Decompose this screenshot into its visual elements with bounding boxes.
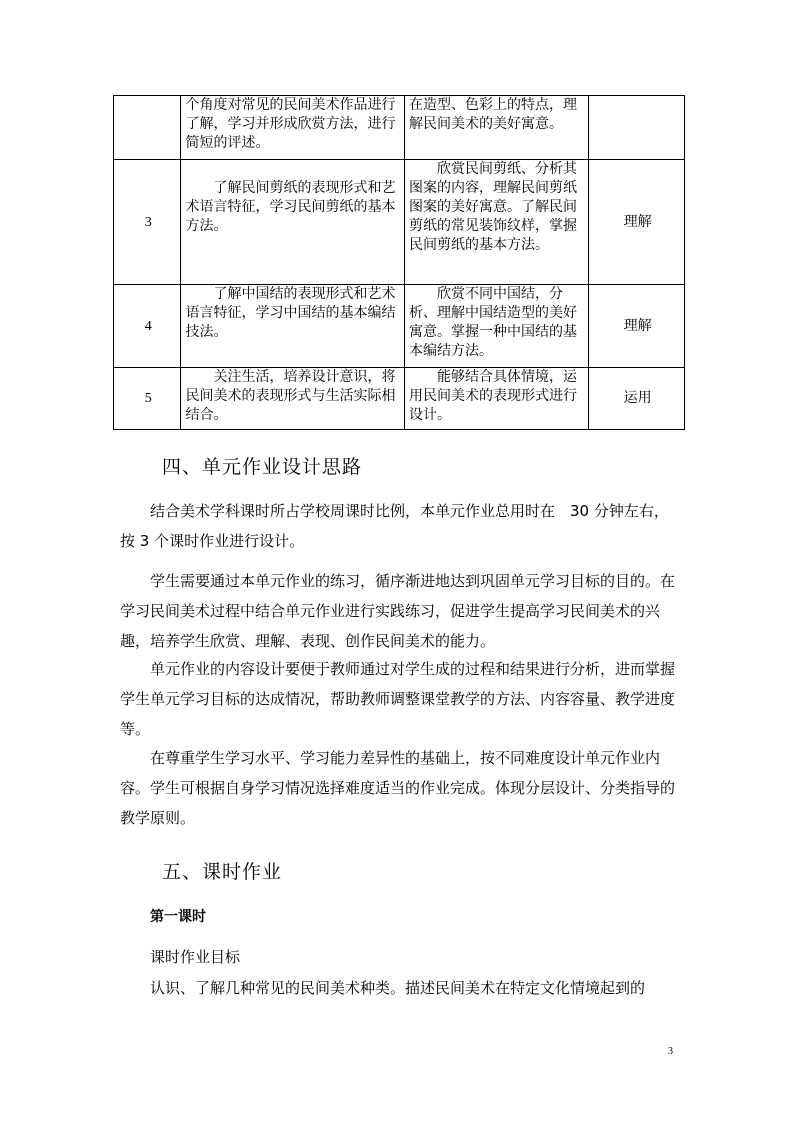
row-number: 5: [114, 368, 181, 430]
goal-label: 课时作业目标: [150, 948, 241, 966]
objective-cell: 关注生活，培养设计意识，将民间美术的表现形式与生活实际相结合。: [181, 368, 405, 430]
table-row: [114, 285, 685, 368]
table-row: [114, 96, 685, 160]
lesson-title: 第一课时: [150, 909, 206, 925]
table-row: [114, 160, 685, 285]
level-cell: 运用: [589, 368, 685, 430]
level-cell: [589, 96, 685, 160]
paragraph: 单元作业的内容设计要便于教师通过对学生成的过程和结果进行分析，进而掌握学生单元学习目标的达成情况，帮助教师调整课堂教学的方法、内容容量、教学进度等。: [120, 660, 676, 738]
content-cell: 欣赏民间剪纸、分析其图案的内容，理解民间剪纸图案的美好寓意。了解民间剪纸的常见装饰纹样，掌握民间剪纸的基本方法。: [405, 160, 589, 285]
objective-cell: 个角度对常见的民间美术作品进行了解，学习并形成欣赏方法，进行简短的评述。: [181, 96, 405, 160]
section-heading-4: 四、单元作业设计思路: [162, 456, 363, 478]
level-cell: 理解: [589, 285, 685, 368]
objective-cell: 了解民间剪纸的表现形式和艺术语言特征，学习民间剪纸的基本方法。: [181, 160, 405, 285]
row-number: [114, 96, 181, 160]
level-cell: 理解: [589, 160, 685, 285]
paragraph: 学生需要通过本单元作业的练习，循序渐进地达到巩固单元学习目标的目的。在学习民间美术过程中结合单元作业进行实践练习，促进学生提高学习民间美术的兴趣，培养学生欣赏、理解、表现、创作民间美术的能力。: [120, 572, 676, 650]
section-heading-5: 五、课时作业: [162, 861, 283, 883]
content-cell: 能够结合具体情境，运用民间美术的表现形式进行设计。: [405, 368, 589, 430]
paragraph: 在尊重学生学习水平、学习能力差异性的基础上，按不同难度设计单元作业内容。学生可根据自身学习情况选择难度适当的作业完成。体现分层设计、分类指导的教学原则。: [120, 749, 676, 827]
table-row: [114, 368, 685, 430]
content-cell: 在造型、色彩上的特点，理解民间美术的美好寓意。: [405, 96, 589, 160]
goal-text: 认识、了解几种常见的民间美术种类。描述民间美术在特定文化情境起到的: [150, 979, 646, 997]
learning-objectives-table: [113, 95, 685, 430]
row-number: 4: [114, 285, 181, 368]
objective-cell: 了解中国结的表现形式和艺术语言特征，学习中国结的基本编结技法。: [181, 285, 405, 368]
page-number: 3: [668, 1046, 673, 1057]
content-cell: 欣赏不同中国结，分析、理解中国结造型的美好寓意。掌握一种中国结的基本编结方法。: [405, 285, 589, 368]
paragraph: 结合美术学科课时所占学校周课时比例，本单元作业总用时在 30 分钟左右，按 3 个课时作业进行设计。: [120, 502, 669, 550]
row-number: 3: [114, 160, 181, 285]
